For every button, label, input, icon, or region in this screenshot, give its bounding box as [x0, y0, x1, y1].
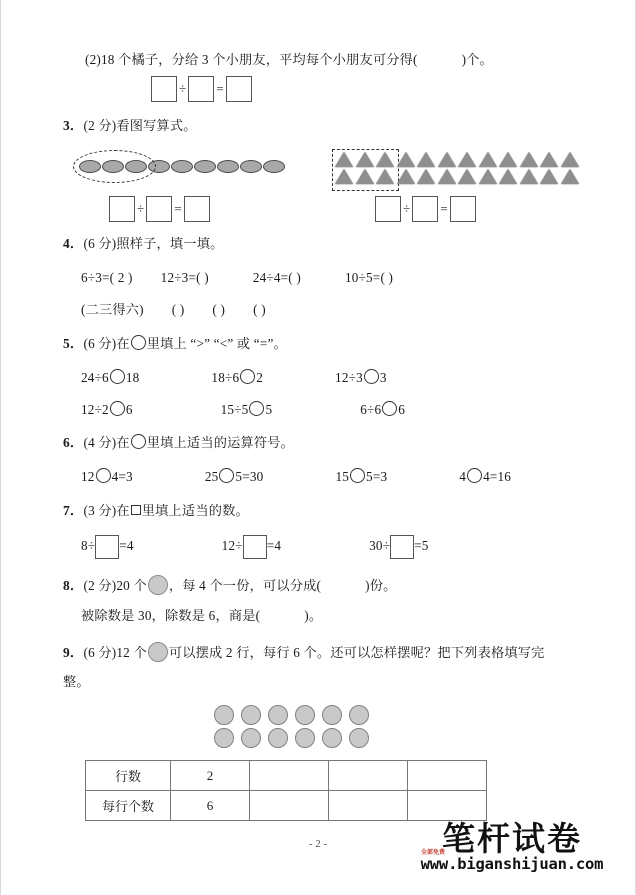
q4-expr: 10÷5=: [344, 270, 381, 286]
q7-left: 12÷: [221, 538, 243, 554]
question-5: [63, 334, 579, 420]
triangle-group: [335, 152, 579, 222]
triangle-shape: [458, 152, 476, 167]
question-9-line1-b: 可以摆成 2 行，每行 6 个。还可以怎样摆呢？把下列表格填写完: [168, 645, 545, 661]
ellipse-shape: [240, 160, 262, 173]
circle-shape: [241, 705, 261, 725]
question-4-row-1: [63, 268, 579, 288]
q5-right: 3: [379, 369, 387, 385]
q7-right: =4: [266, 538, 282, 554]
triangle-shape: [335, 169, 353, 184]
question-8-line2-tail: )。: [304, 608, 323, 624]
question-3-heading: [63, 116, 579, 136]
answer-box[interactable]: [109, 196, 135, 222]
circle-answer-blank[interactable]: [110, 401, 125, 416]
triangle-shape: [376, 152, 394, 167]
table-row: [86, 761, 487, 791]
answer-box[interactable]: [412, 196, 438, 222]
question-2-equation: [63, 76, 579, 102]
answer-box[interactable]: [146, 196, 172, 222]
triangle-row: [335, 152, 579, 167]
question-9-line-1: [63, 642, 579, 663]
table-cell[interactable]: 6: [171, 791, 250, 821]
q4-answer[interactable]: ( ): [288, 270, 301, 286]
answer-box[interactable]: [188, 76, 214, 102]
question-8-number: 8．: [63, 578, 84, 594]
question-4: [63, 234, 579, 320]
q7-left: 8÷: [81, 538, 96, 554]
question-6-title-a: 在: [116, 435, 130, 451]
question-2-text: [63, 50, 579, 70]
ellipse-row: [79, 152, 329, 182]
ellipse-shape: [171, 160, 193, 173]
circle-row: [214, 705, 369, 725]
triangle-shape: [397, 169, 415, 184]
question-9: [63, 642, 579, 821]
circle-shape: [214, 728, 234, 748]
q6-right: 4=3: [111, 469, 133, 485]
table-cell[interactable]: [329, 761, 408, 791]
question-2-stem: (2)18 个橘子，分给 3 个小朋友，平均每个小朋友可分得(: [85, 52, 418, 67]
question-5-row-2: [63, 400, 579, 420]
question-6-row: [63, 467, 579, 487]
triangle-shape: [417, 152, 435, 167]
triangle-shape: [458, 169, 476, 184]
divide-sign: ÷: [137, 201, 145, 217]
q5-left: 12÷2: [81, 401, 109, 417]
triangle-shape: [417, 169, 435, 184]
q5-left: 24÷6: [81, 369, 109, 385]
grey-circle-icon: [148, 575, 168, 595]
circle-answer-blank[interactable]: [96, 468, 111, 483]
table-row: [86, 791, 487, 821]
question-3-figures: [63, 152, 579, 222]
question-7-score: (3 分): [83, 503, 117, 519]
triangle-grid: [335, 152, 579, 184]
triangle-shape: [438, 152, 456, 167]
table-cell[interactable]: 2: [171, 761, 250, 791]
divide-sign: ÷: [179, 81, 187, 97]
row-label: 行数: [86, 761, 171, 791]
triangle-shape: [499, 169, 517, 184]
question-9-circle-diagram: [63, 705, 579, 748]
triangle-shape: [479, 169, 497, 184]
answer-box[interactable]: [226, 76, 252, 102]
ellipse-group: [79, 152, 329, 222]
circle-shape: [241, 728, 261, 748]
question-2: [63, 50, 579, 102]
dashed-lasso-marker: [73, 150, 156, 183]
q7-right: =4: [119, 538, 134, 554]
circle-shape: [349, 728, 369, 748]
question-5-title-b: 里填上 “>” “<” 或 “=”。: [146, 335, 287, 351]
question-4-score: (6 分): [83, 235, 117, 251]
q6-left: 15: [335, 469, 350, 485]
answer-box[interactable]: [243, 535, 267, 559]
answer-box[interactable]: [151, 76, 177, 102]
watermark-url: www.biganshijuan.com: [420, 855, 604, 873]
q5-left: 15÷5: [220, 401, 249, 417]
circle-answer-blank[interactable]: [467, 468, 482, 483]
question-3-title: 看图写算式。: [116, 117, 197, 133]
question-9-number: 9．: [63, 645, 84, 661]
question-9-table-wrap: [63, 760, 579, 821]
q6-right: 5=3: [366, 469, 388, 485]
row-label: 每行个数: [86, 791, 171, 821]
q6-right: 4=16: [483, 469, 512, 485]
question-5-row-1: [63, 368, 579, 388]
question-3-equation-left: [79, 196, 329, 222]
question-8-score: (2 分): [83, 578, 117, 594]
table-cell[interactable]: [408, 761, 487, 791]
question-8-line1-c: )份。: [365, 578, 397, 594]
question-8-line-2: [63, 606, 579, 626]
page-number: - 2 -: [308, 838, 328, 850]
question-7-heading: [63, 501, 579, 521]
question-5-title-a: 在: [116, 335, 130, 351]
circle-shape: [214, 705, 234, 725]
q4-expr: 24÷4=: [252, 270, 289, 286]
question-8: [63, 575, 579, 626]
equals-sign: =: [216, 81, 224, 97]
table-cell[interactable]: [250, 791, 329, 821]
question-9-line2: 整。: [63, 674, 90, 690]
q5-right: 5: [265, 401, 273, 417]
triangle-shape: [520, 152, 538, 167]
question-3-score: (2 分): [83, 117, 117, 133]
triangle-shape: [540, 169, 558, 184]
q4-expr: 6÷3=: [81, 270, 110, 286]
circle-answer-blank[interactable]: [364, 369, 379, 384]
triangle-shape: [356, 152, 374, 167]
question-3: [63, 116, 579, 222]
triangle-shape: [335, 152, 353, 167]
question-5-heading: [63, 334, 579, 354]
question-4-number: 4．: [63, 235, 84, 251]
question-5-number: 5．: [63, 335, 84, 351]
circle-answer-blank[interactable]: [350, 468, 365, 483]
square-blank-icon: [131, 505, 141, 515]
question-7: [63, 501, 579, 559]
question-7-title-a: 在: [116, 503, 130, 519]
circle-shape: [268, 728, 288, 748]
question-8-line1-b: ，每 4 个一份，可以分成(: [168, 578, 322, 594]
answer-box[interactable]: [450, 196, 476, 222]
circle-shape: [322, 728, 342, 748]
circle-shape: [295, 705, 315, 725]
q4-answer[interactable]: ( ): [196, 270, 209, 286]
circle-answer-blank[interactable]: [240, 369, 255, 384]
q5-left: 18÷6: [211, 369, 240, 385]
question-4-title: 照样子，填一填。: [116, 235, 224, 251]
answer-box[interactable]: [95, 535, 119, 559]
q6-left: 4: [459, 469, 467, 485]
circle-shape: [349, 705, 369, 725]
q5-right: 2: [256, 369, 264, 385]
question-6-score: (4 分): [83, 435, 117, 451]
ellipse-shape: [194, 160, 216, 173]
question-8-line1-a: 20 个: [116, 578, 147, 594]
question-7-number: 7．: [63, 503, 84, 519]
circle-blank-icon: [131, 335, 146, 350]
q5-right: 6: [398, 401, 406, 417]
question-7-title-b: 里填上适当的数。: [141, 503, 249, 519]
grey-circle-icon: [148, 642, 168, 662]
q4-answer[interactable]: ( 2 ): [109, 270, 133, 286]
watermark-brand: 笔杆试卷: [442, 819, 582, 858]
question-4-heading: [63, 234, 579, 254]
triangle-shape: [520, 169, 538, 184]
question-8-line-1: [63, 575, 579, 596]
q4-answer[interactable]: ( ): [380, 270, 394, 286]
triangle-shape: [376, 169, 394, 184]
question-6-title-b: 里填上适当的运算符号。: [146, 435, 295, 451]
circle-row: [214, 728, 369, 748]
table-cell[interactable]: [408, 791, 487, 821]
triangle-shape: [438, 169, 456, 184]
equals-sign: =: [174, 201, 182, 217]
triangle-shape: [397, 152, 415, 167]
answer-box[interactable]: [375, 196, 401, 222]
q5-left: 6÷6: [360, 401, 382, 417]
circle-shape: [295, 728, 315, 748]
answer-box[interactable]: [390, 535, 414, 559]
q4-answer-note[interactable]: ( ): [171, 301, 185, 317]
question-2-stem-tail: )个。: [461, 52, 493, 67]
question-6-number: 6．: [63, 435, 84, 451]
q6-left: 12: [81, 469, 95, 485]
q4-example-note: (二三得六): [81, 301, 144, 317]
table-cell[interactable]: [329, 791, 408, 821]
circle-answer-blank[interactable]: [110, 369, 125, 384]
q4-answer-note[interactable]: ( ): [212, 301, 226, 317]
question-3-number: 3．: [63, 117, 84, 133]
ellipse-shape: [217, 160, 239, 173]
circle-blank-icon: [131, 434, 146, 449]
q7-left: 30÷: [369, 538, 391, 554]
watermark: [407, 819, 617, 873]
ellipse-shape: [263, 160, 285, 173]
circle-shape: [322, 705, 342, 725]
circle-answer-blank[interactable]: [382, 401, 397, 416]
circle-shape: [268, 705, 288, 725]
question-8-line2: 被除数是 30，除数是 6，商是(: [81, 608, 261, 624]
question-3-equation-right: [335, 196, 579, 222]
question-6: [63, 433, 579, 487]
table-cell[interactable]: [250, 761, 329, 791]
q5-right: 6: [125, 401, 133, 417]
q6-right: 5=30: [235, 469, 264, 485]
answer-box[interactable]: [184, 196, 210, 222]
question-9-score: (6 分): [83, 645, 117, 661]
circle-answer-blank[interactable]: [249, 401, 264, 416]
triangle-shape: [356, 169, 374, 184]
watermark-free-badge: 全部免费: [421, 848, 446, 856]
q5-right: 18: [125, 369, 140, 385]
question-9-line1-a: 12 个: [116, 645, 147, 661]
triangle-shape: [479, 152, 497, 167]
q6-left: 25: [204, 469, 219, 485]
q7-right: =5: [414, 538, 429, 554]
divide-sign: ÷: [403, 201, 411, 217]
triangle-row: [335, 169, 579, 184]
q4-expr: 12÷3=: [160, 270, 197, 286]
question-7-row: [63, 535, 579, 559]
question-9-table: [85, 760, 487, 821]
circle-answer-blank[interactable]: [219, 468, 234, 483]
triangle-shape: [540, 152, 558, 167]
equals-sign: =: [440, 201, 448, 217]
triangle-shape: [561, 152, 579, 167]
triangle-shape: [561, 169, 579, 184]
question-9-line-2: [63, 672, 579, 692]
q5-left: 12÷3: [335, 369, 363, 385]
question-4-row-2: [63, 300, 579, 320]
q4-answer-note[interactable]: ( ): [253, 301, 266, 317]
question-6-heading: [63, 433, 579, 453]
triangle-shape: [499, 152, 517, 167]
circle-grid: [214, 705, 369, 748]
question-5-score: (6 分): [83, 335, 117, 351]
